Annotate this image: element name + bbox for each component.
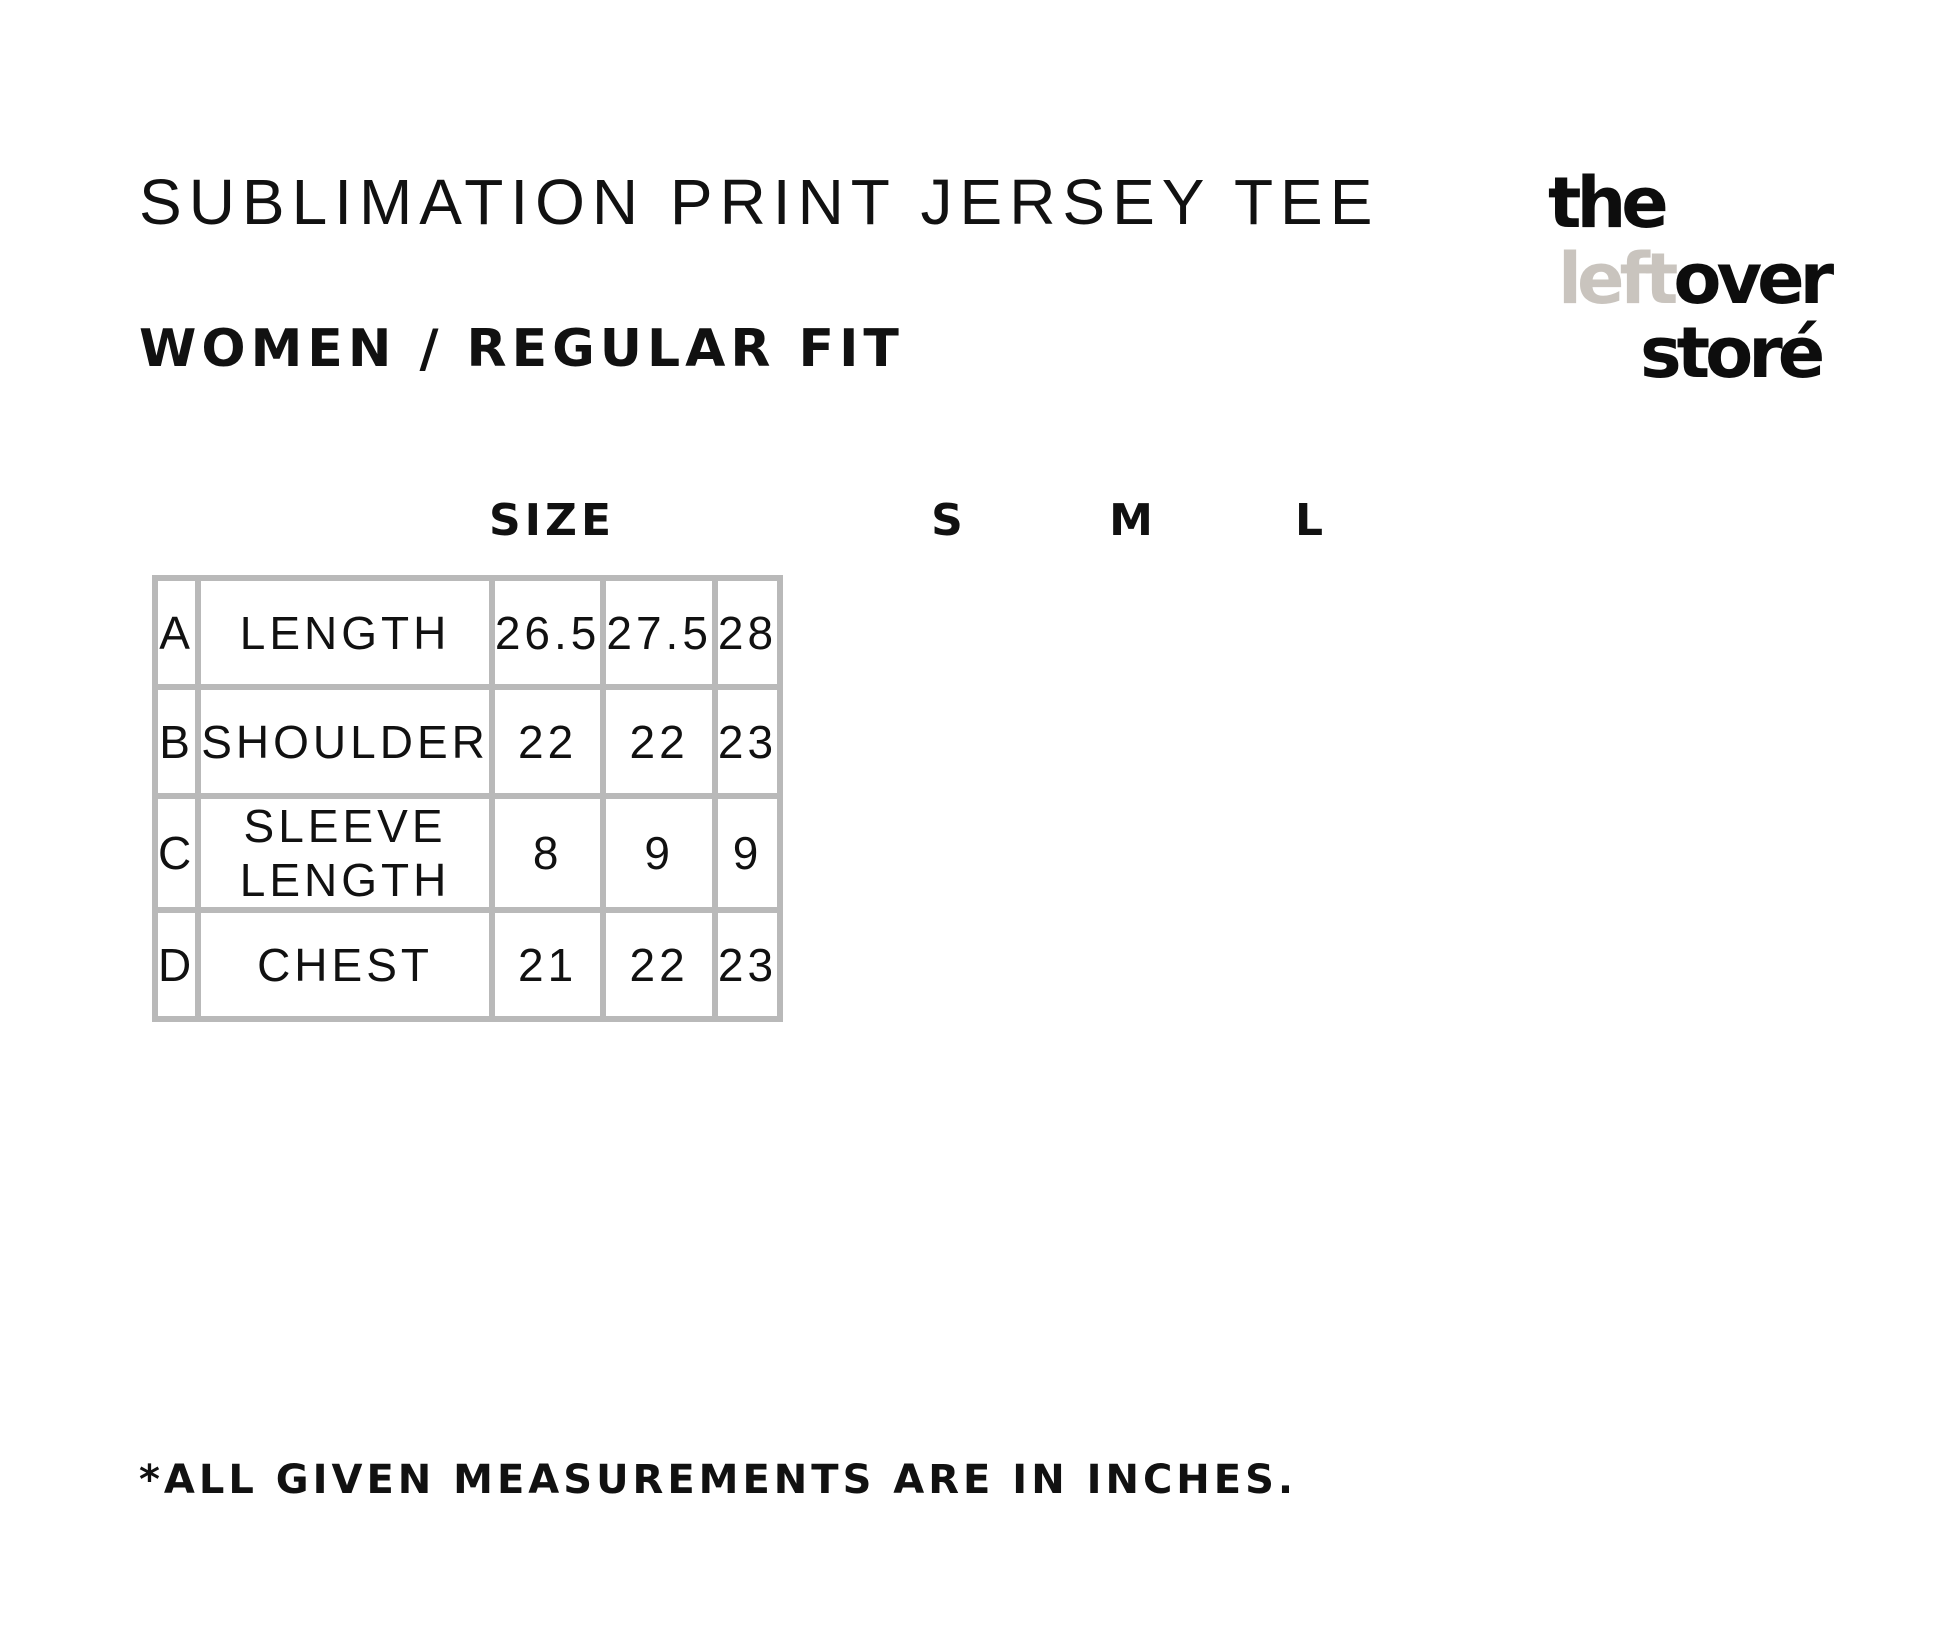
logo-line-1: the: [1548, 162, 1664, 244]
measurement-name: CHEST: [198, 910, 492, 1019]
value-s: 22: [492, 687, 604, 796]
value-s: 26.5: [492, 578, 604, 687]
measurement-note: *ALL GIVEN MEASUREMENTS ARE IN INCHES.: [139, 1457, 1298, 1503]
table-row: [155, 910, 780, 1019]
row-letter: A: [155, 578, 198, 687]
value-l: 28: [715, 578, 780, 687]
value-m: 27.5: [603, 578, 715, 687]
size-header-m: M: [1109, 494, 1157, 546]
logo-line-2: [1558, 238, 1830, 320]
brand-logo: [1540, 160, 1830, 400]
row-letter: C: [155, 796, 198, 910]
value-s: 21: [492, 910, 604, 1019]
row-letter: B: [155, 687, 198, 796]
value-m: 22: [603, 687, 715, 796]
logo-line-2-light: left: [1558, 238, 1674, 320]
value-s: 8: [492, 796, 604, 910]
measurement-name: LENGTH: [198, 578, 492, 687]
measurement-name: SLEEVE LENGTH: [198, 796, 492, 910]
fit-subtitle: WOMEN / REGULAR FIT: [139, 319, 904, 379]
value-l: 9: [715, 796, 780, 910]
measurement-name: SHOULDER: [198, 687, 492, 796]
size-header-label: SIZE: [488, 494, 616, 546]
value-m: 9: [603, 796, 715, 910]
size-header-s: S: [931, 494, 967, 546]
value-l: 23: [715, 687, 780, 796]
table-row: [155, 687, 780, 796]
table-row: [155, 578, 780, 687]
table-row: [155, 796, 780, 910]
size-header-l: L: [1294, 494, 1328, 546]
row-letter: D: [155, 910, 198, 1019]
measurement-table: [152, 575, 783, 1022]
logo-line-3: storé: [1640, 312, 1821, 394]
value-m: 22: [603, 910, 715, 1019]
value-l: 23: [715, 910, 780, 1019]
logo-line-2-dark: over: [1673, 238, 1830, 320]
page-title: SUBLIMATION PRINT JERSEY TEE: [139, 166, 1380, 238]
